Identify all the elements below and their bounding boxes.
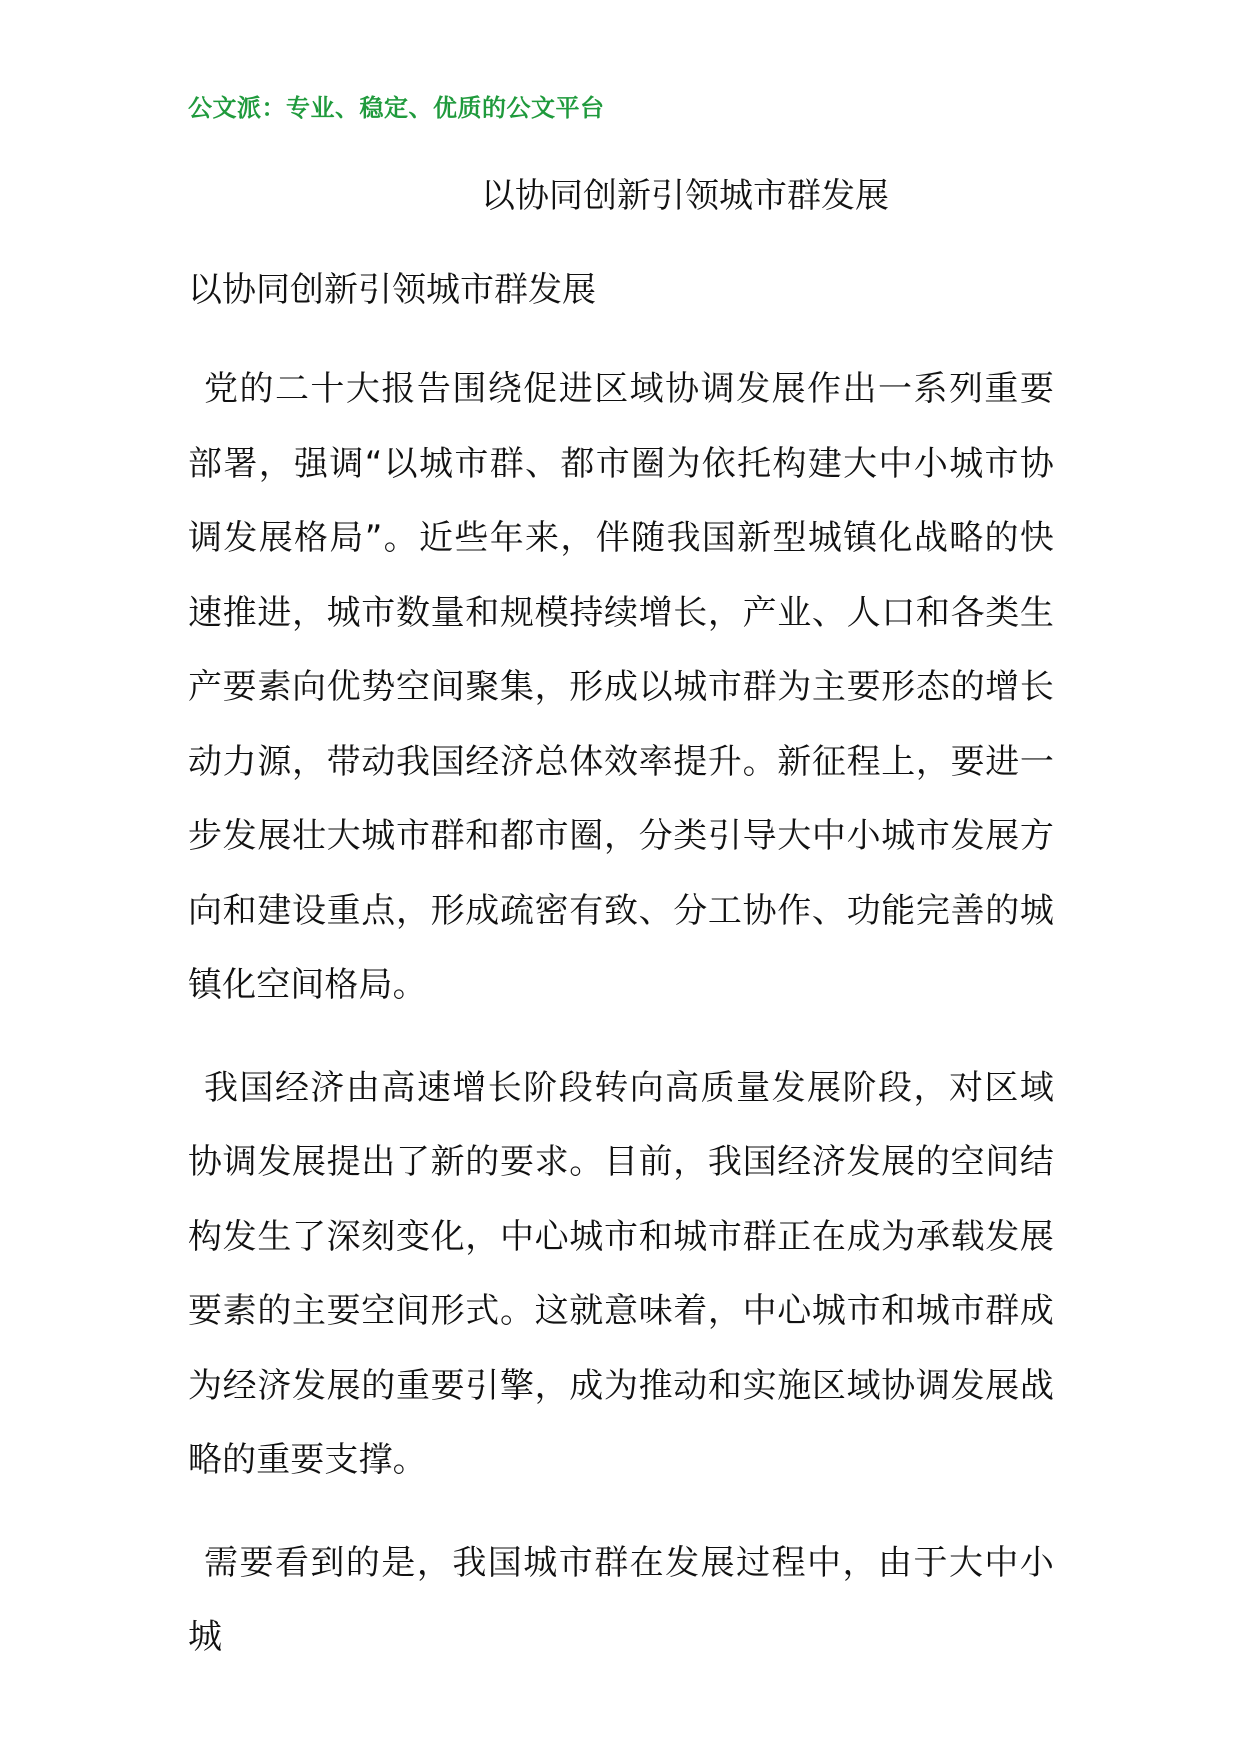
paragraph-1: 党的二十大报告围绕促进区域协调发展作出一系列重要部署，强调“以城市群、都市圈为依托构建大中小城市协调发展格局”。近些年来，伴随我国新型城镇化战略的快速推进，城市数量和规模持续增长，产业、人口和各类生产要素向优势空间聚集，形成以城市群为主要形态的增长动力源，带动我国经济总体效率提升。新征程上，要进一步发展壮大城市群和都市圈，分类引导大中小城市发展方向和建设重点，形成疏密有致、分工协作、功能完善的城镇化空间格局。 [188,369,1054,1005]
paragraph-2: 我国经济由高速增长阶段转向高质量发展阶段，对区域协调发展提出了新的要求。目前，我国经济发展的空间结构发生了深刻变化，中心城市和城市群正在成为承载发展要素的主要空间形式。这就意味着，中心城市和城市群成为经济发展的重要引擎，成为推动和实施区域协调发展战略的重要支撑。 [188,1067,1054,1480]
article-subtitle: 以协同创新引领城市群发展 [188,270,596,310]
page-title: 以协同创新引领城市群发展 [481,176,889,216]
header-brand: 公文派：专业、稳定、优质的公文平台 [188,94,605,122]
article-body [188,352,1054,1703]
paragraph-3: 需要看到的是，我国城市群在发展过程中，由于大中小城 [188,1542,1054,1657]
